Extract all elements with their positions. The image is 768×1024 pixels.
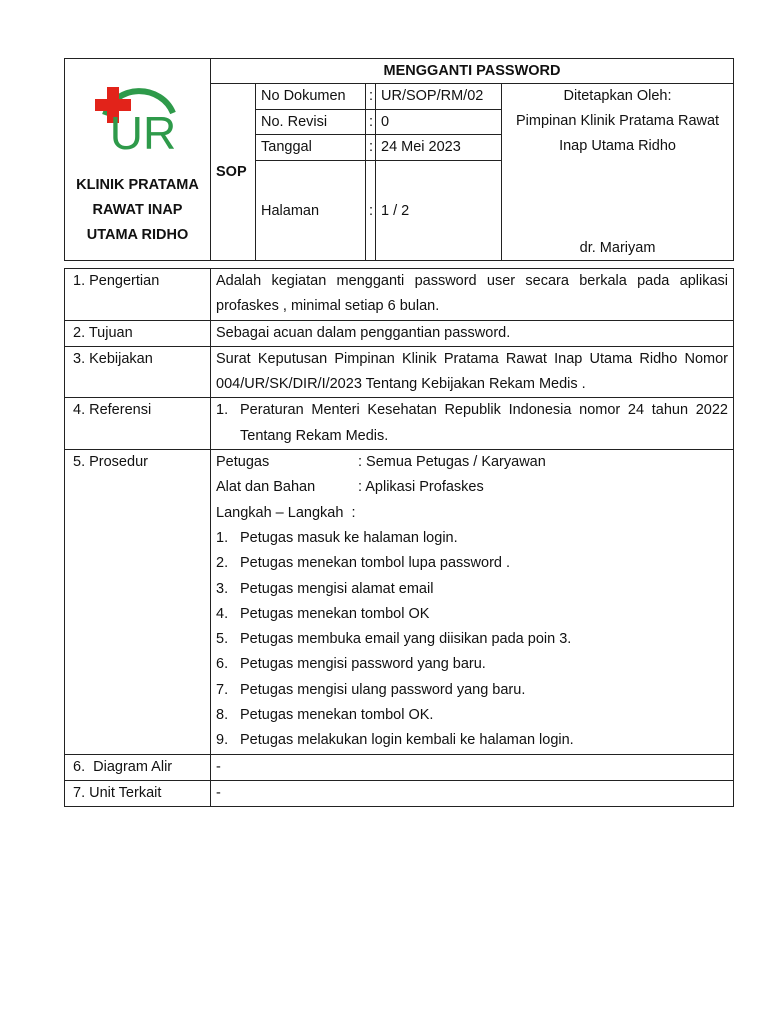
section-label: 6. Diagram Alir <box>65 754 211 780</box>
section-tujuan <box>65 320 734 346</box>
authority-label: Ditetapkan Oleh: <box>563 88 672 104</box>
section-pengertian <box>65 269 734 321</box>
field-label-no-revisi: No. Revisi <box>256 109 366 135</box>
step-item <box>216 652 728 677</box>
field-value-halaman: 1 / 2 <box>376 161 502 261</box>
section-text <box>211 450 734 755</box>
section-label: 4. Referensi <box>65 398 211 450</box>
list-number: 1. <box>216 402 229 419</box>
field-label-tanggal: Tanggal <box>256 135 366 161</box>
section-text: - <box>211 754 734 780</box>
petugas-row <box>216 450 728 475</box>
section-text: Sebagai acuan dalam penggantian password. <box>211 320 734 346</box>
field-label-no-dokumen: No Dokumen <box>256 84 366 110</box>
section-text: Adalah kegiatan mengganti password user secara berkala pada aplikasi profaskes , minimal setiap 6 bulan. <box>211 269 734 321</box>
petugas-value: : Semua Petugas / Karyawan <box>358 454 546 471</box>
step-number: 9. <box>216 732 229 749</box>
step-text: Petugas mengisi ulang password yang baru. <box>240 681 526 698</box>
field-value-no-dokumen: UR/SOP/RM/02 <box>376 84 502 110</box>
step-text: Petugas mengisi alamat email <box>240 580 434 597</box>
step-item <box>216 551 728 576</box>
document-title: MENGGANTI PASSWORD <box>211 59 734 84</box>
sop-label: SOP <box>211 84 256 261</box>
step-number: 5. <box>216 631 229 648</box>
field-colon: : <box>366 84 376 110</box>
step-number: 8. <box>216 707 229 724</box>
step-item <box>216 577 728 602</box>
section-label: 3. Kebijakan <box>65 346 211 398</box>
alat-row <box>216 475 728 500</box>
section-text: - <box>211 780 734 806</box>
field-colon: : <box>366 161 376 261</box>
section-diagram <box>65 754 734 780</box>
clinic-name-line: UTAMA RIDHO <box>86 227 189 243</box>
section-label: 7. Unit Terkait <box>65 780 211 806</box>
section-kebijakan <box>65 346 734 398</box>
section-prosedur <box>65 450 734 755</box>
field-colon: : <box>366 135 376 161</box>
authority-cell <box>502 84 734 261</box>
step-text: Petugas menekan tombol lupa password . <box>240 555 511 572</box>
step-item <box>216 703 728 728</box>
step-item <box>216 602 728 627</box>
step-number: 6. <box>216 656 229 673</box>
step-item <box>216 627 728 652</box>
section-label: 1. Pengertian <box>65 269 211 321</box>
section-text: Surat Keputusan Pimpinan Klinik Pratama Rawat Inap Utama Ridho Nomor 004/UR/SK/DIR/I/2023 Tentang Kebijakan Rekam Medis . <box>211 346 734 398</box>
field-label-halaman: Halaman <box>256 161 366 261</box>
clinic-logo-cell <box>65 59 211 261</box>
step-number: 2. <box>216 555 229 572</box>
clinic-name-line: KLINIK PRATAMA <box>76 177 199 193</box>
sop-body-table <box>64 268 734 807</box>
clinic-logo <box>95 85 181 157</box>
step-text: Petugas membuka email yang diisikan pada poin 3. <box>240 631 572 648</box>
clinic-name <box>65 173 210 248</box>
section-text <box>211 398 734 450</box>
alat-value: : Aplikasi Profaskes <box>358 479 484 496</box>
step-item <box>216 526 728 551</box>
step-number: 7. <box>216 681 229 698</box>
steps-list <box>216 526 728 754</box>
section-referensi <box>65 398 734 450</box>
section-unit <box>65 780 734 806</box>
section-label: 5. Prosedur <box>65 450 211 755</box>
step-number: 4. <box>216 605 229 622</box>
authority-signatory: dr. Mariyam <box>579 240 656 256</box>
list-text: Peraturan Menteri Kesehatan Republik Indonesia nomor 24 tahun 2022 Tentang Rekam Medis. <box>240 402 728 444</box>
step-text: Petugas menekan tombol OK <box>240 605 430 622</box>
step-item <box>216 678 728 703</box>
step-text: Petugas masuk ke halaman login. <box>240 529 458 546</box>
clinic-name-line: RAWAT INAP <box>92 202 183 218</box>
petugas-label: Petugas <box>216 454 270 471</box>
step-item <box>216 728 728 753</box>
step-number: 1. <box>216 529 229 546</box>
field-value-tanggal: 24 Mei 2023 <box>376 135 502 161</box>
step-text: Petugas mengisi password yang baru. <box>240 656 486 673</box>
langkah-label: Langkah – Langkah : <box>216 504 356 521</box>
step-text: Petugas melakukan login kembali ke halaman login. <box>240 732 574 749</box>
header-table <box>64 58 734 261</box>
field-value-no-revisi: 0 <box>376 109 502 135</box>
section-label: 2. Tujuan <box>65 320 211 346</box>
step-number: 3. <box>216 580 229 597</box>
authority-name: Pimpinan Klinik Pratama Rawat Inap Utama Ridho <box>515 113 720 154</box>
logo-text: UR <box>109 107 176 157</box>
field-colon: : <box>366 109 376 135</box>
step-text: Petugas menekan tombol OK. <box>240 707 434 724</box>
alat-label: Alat dan Bahan <box>216 479 316 496</box>
